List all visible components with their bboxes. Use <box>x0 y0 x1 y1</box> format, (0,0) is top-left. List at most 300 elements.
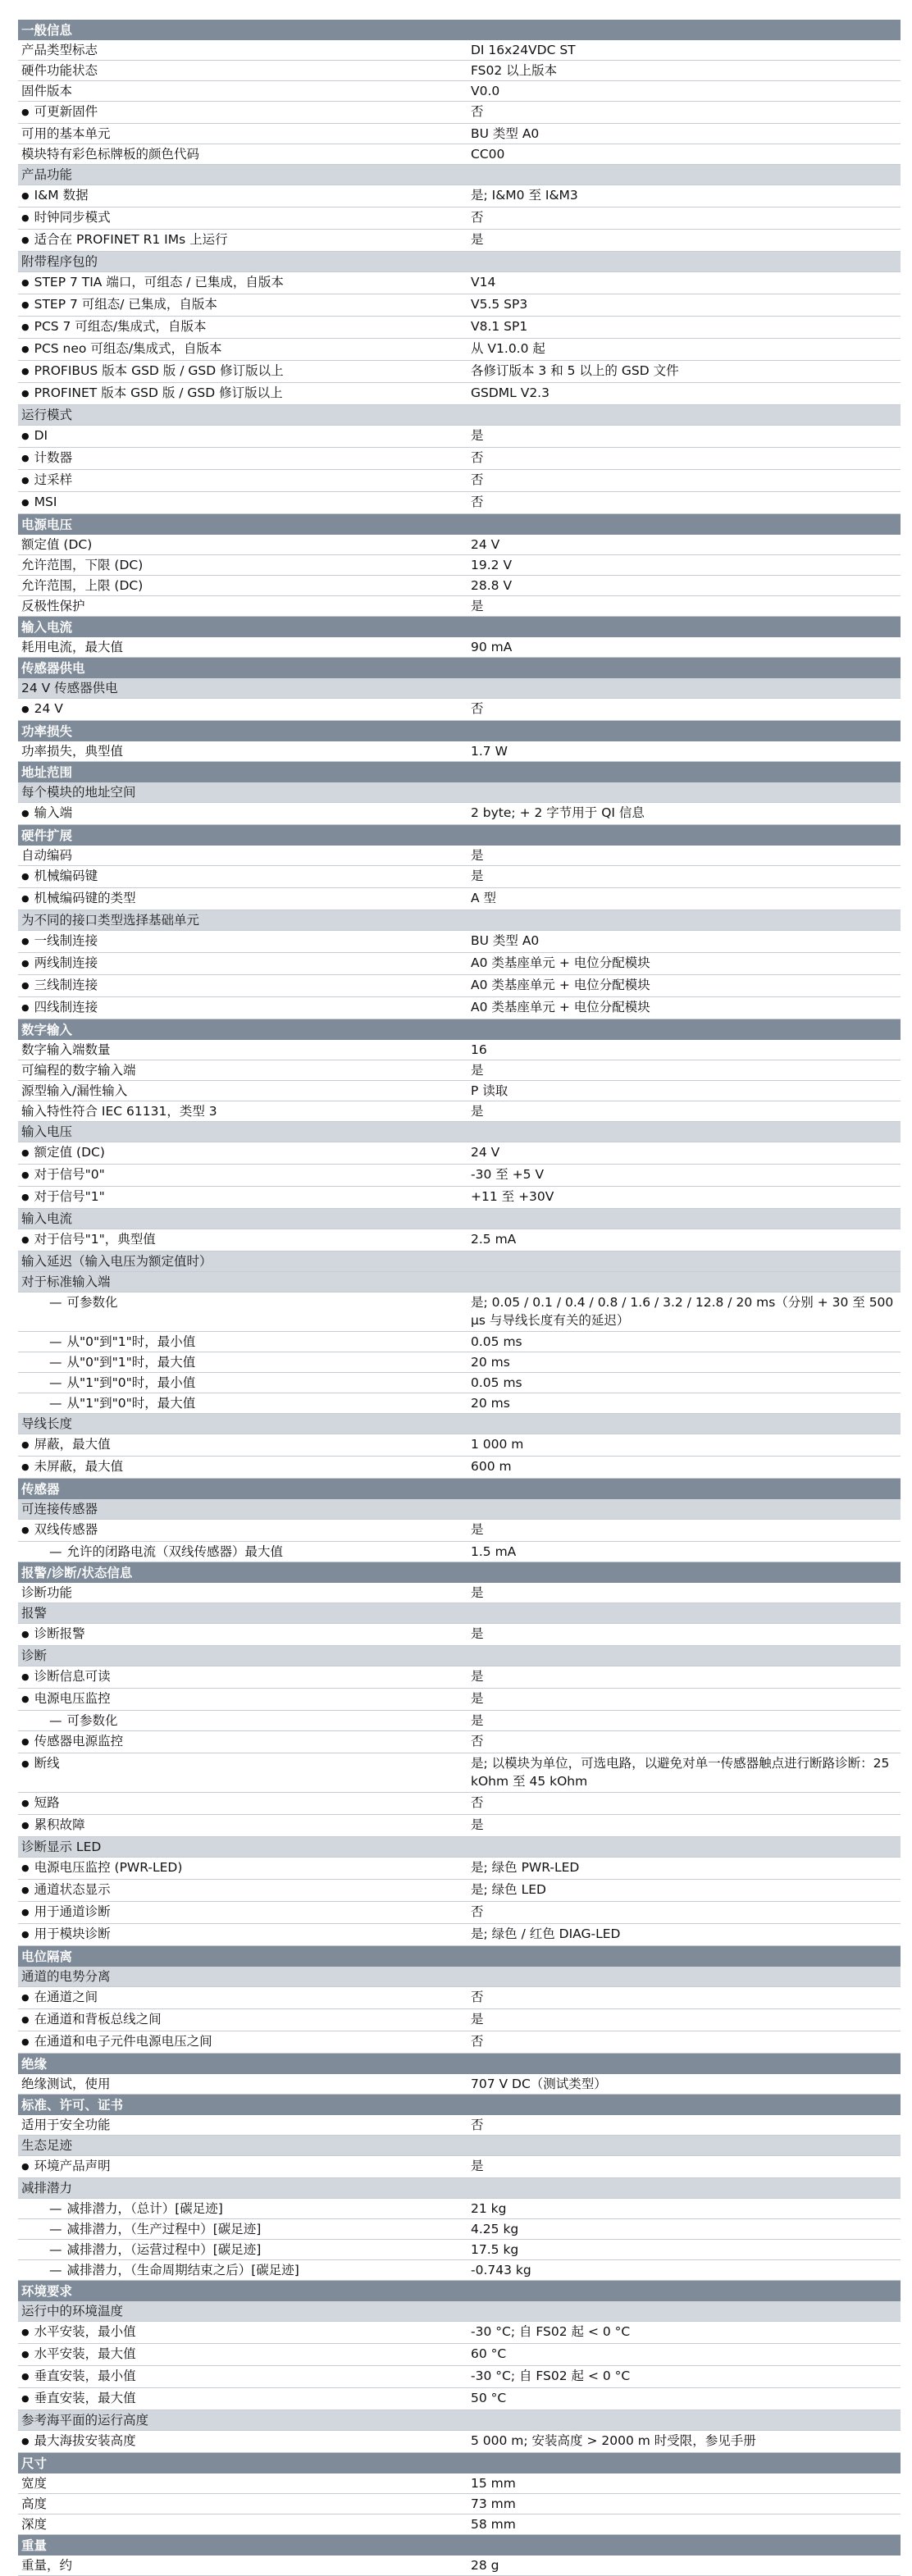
section-title: 硬件扩展 <box>21 828 73 843</box>
spec-value: 是 <box>471 1817 484 1832</box>
section-header <box>18 825 901 846</box>
spec-row <box>18 317 901 339</box>
spec-value: 否 <box>471 1904 484 1919</box>
spec-value: 否 <box>471 210 484 225</box>
spec-label: ● PROFIBUS 版本 GSD 版 / GSD 修订版以上 <box>18 361 461 382</box>
section-title: 电源电压 <box>21 517 73 532</box>
subsection-header <box>18 1499 901 1520</box>
spec-value: A 型 <box>471 891 497 905</box>
spec-row <box>18 803 901 825</box>
section-title: 对于标准输入端 <box>21 1274 111 1289</box>
spec-value: -30 °C; 自 FS02 起 < 0 °C <box>471 2324 631 2339</box>
spec-row <box>18 1583 901 1603</box>
spec-label: ● PCS 7 可组态/集成式，自版本 <box>18 317 461 338</box>
spec-row <box>18 2473 901 2494</box>
spec-row <box>18 1711 901 1731</box>
spec-label: 诊断功能 <box>21 1585 73 1600</box>
spec-label: ● STEP 7 可组态/ 已集成，自版本 <box>18 294 461 316</box>
section-title: 附带程序包的 <box>21 254 98 269</box>
spec-row <box>18 2514 901 2535</box>
spec-label: — 从"0"到"1"时，最小值 <box>18 1332 461 1352</box>
spec-row <box>18 2555 901 2576</box>
section-header <box>18 2281 901 2301</box>
spec-label: ● STEP 7 TIA 端口，可组态 / 已集成，自版本 <box>18 272 461 294</box>
section-header <box>18 762 901 782</box>
spec-value: +11 至 +30V <box>471 1189 554 1204</box>
spec-row <box>18 1793 901 1815</box>
section-title: 功率损失 <box>21 724 73 739</box>
section-header <box>18 2054 901 2074</box>
spec-label: 可用的基本单元 <box>21 126 111 141</box>
spec-value: 否 <box>471 1734 484 1748</box>
spec-row <box>18 1434 901 1457</box>
subsection-header <box>18 2301 901 2322</box>
section-title: 环境要求 <box>21 2284 73 2299</box>
spec-value: A0 类基座单元 + 电位分配模块 <box>471 955 650 970</box>
spec-label: 输入特性符合 IEC 61131，类型 3 <box>21 1104 217 1119</box>
subsection-header <box>18 1646 901 1666</box>
section-header <box>18 1946 901 1967</box>
spec-label: — 减排潜力，（运营过程中）[碳足迹] <box>18 2240 461 2259</box>
spec-label: ● 垂直安装，最小值 <box>18 2366 461 2387</box>
spec-row <box>18 102 901 124</box>
spec-value: A0 类基座单元 + 电位分配模块 <box>471 1000 650 1014</box>
subsection-header <box>18 252 901 272</box>
spec-row <box>18 535 901 555</box>
spec-value: V14 <box>471 275 496 290</box>
spec-row <box>18 144 901 165</box>
spec-value: 是; 绿色 / 红色 DIAG-LED <box>471 1926 621 1941</box>
section-title: 一般信息 <box>21 23 73 38</box>
spec-label: ● DI <box>18 426 461 447</box>
spec-value: 是 <box>471 1669 484 1684</box>
spec-row <box>18 699 901 721</box>
section-title: 通道的电势分离 <box>21 1969 111 1984</box>
spec-value: 是 <box>471 428 484 443</box>
spec-label: 模块特有彩色标牌板的颜色代码 <box>21 147 200 162</box>
spec-value: FS02 以上版本 <box>471 63 558 78</box>
spec-row <box>18 2219 901 2240</box>
section-title: 24 V 传感器供电 <box>21 681 118 695</box>
spec-value: 是; 0.05 / 0.1 / 0.4 / 0.8 / 1.6 / 3.2 / 12.8 / 20 ms（分别 + 30 至 500 μs 与导线长度有关的延迟） <box>471 1295 894 1328</box>
spec-label: — 可参数化 <box>18 1711 461 1730</box>
section-title: 传感器供电 <box>21 661 85 676</box>
spec-label: ● 双线传感器 <box>18 1520 461 1541</box>
spec-row <box>18 997 901 1019</box>
spec-row <box>18 1081 901 1101</box>
section-header <box>18 2453 901 2473</box>
section-title: 输入延迟（输入电压为额定值时） <box>21 1254 212 1269</box>
spec-row <box>18 2240 901 2260</box>
section-header <box>18 658 901 678</box>
spec-label: ● 传感器电源监控 <box>18 1731 461 1753</box>
spec-value: 600 m <box>471 1459 512 1474</box>
spec-value: 否 <box>471 1795 484 1810</box>
spec-value: 19.2 V <box>471 558 513 572</box>
section-title: 地址范围 <box>21 765 73 780</box>
section-title: 诊断显示 LED <box>21 1840 102 1854</box>
spec-value: 24 V <box>471 537 500 552</box>
section-title: 运行中的环境温度 <box>21 2304 124 2318</box>
spec-label: 固件版本 <box>21 84 73 98</box>
section-title: 电位隔离 <box>21 1949 73 1964</box>
spec-row <box>18 1520 901 1542</box>
spec-row <box>18 866 901 888</box>
spec-value: -30 至 +5 V <box>471 1167 545 1182</box>
spec-value: GSDML V2.3 <box>471 385 549 400</box>
section-title: 生态足迹 <box>21 2138 73 2153</box>
spec-label: ● 在通道和电子元件电源电压之间 <box>18 2031 461 2053</box>
spec-label: — 减排潜力，（总计）[碳足迹] <box>18 2199 461 2218</box>
spec-value: 否 <box>471 495 484 509</box>
spec-row <box>18 1060 901 1081</box>
spec-label: — 从"0"到"1"时，最大值 <box>18 1352 461 1372</box>
spec-row <box>18 81 901 102</box>
spec-label: ● MSI <box>18 492 461 513</box>
spec-value: 28 g <box>471 2558 499 2573</box>
spec-label: ● 最大海拔安装高度 <box>18 2431 461 2452</box>
spec-row <box>18 1393 901 1414</box>
spec-row <box>18 2031 901 2054</box>
spec-value: 否 <box>471 472 484 487</box>
spec-value: 是 <box>471 1104 484 1119</box>
spec-row <box>18 888 901 910</box>
section-title: 诊断 <box>21 1648 48 1663</box>
section-title: 标准、许可、证书 <box>21 2098 124 2113</box>
spec-label: — 允许的闭路电流（双线传感器）最大值 <box>18 1542 461 1562</box>
subsection-header <box>18 678 901 699</box>
spec-value: 5 000 m; 安装高度 > 2000 m 时受限，参见手册 <box>471 2433 756 2448</box>
spec-value: 0.05 ms <box>471 1334 522 1349</box>
spec-row <box>18 1373 901 1393</box>
spec-row <box>18 1542 901 1562</box>
spec-row <box>18 1858 901 1880</box>
spec-label: 重量，约 <box>21 2558 73 2573</box>
spec-label: ● 环境产品声明 <box>18 2156 461 2177</box>
spec-label: 允许范围，下限 (DC) <box>21 558 144 572</box>
spec-label: 额定值 (DC) <box>21 537 93 552</box>
section-title: 传感器 <box>21 1482 60 1497</box>
spec-row <box>18 1666 901 1689</box>
spec-label: 功率损失，典型值 <box>21 744 124 759</box>
spec-value: 否 <box>471 450 484 465</box>
spec-value: BU 类型 A0 <box>471 933 540 948</box>
spec-row <box>18 1457 901 1479</box>
spec-value: 707 V DC（测试类型） <box>471 2077 607 2091</box>
subsection-header <box>18 1122 901 1142</box>
spec-label: 产品类型标志 <box>21 43 98 57</box>
subsection-header <box>18 405 901 426</box>
spec-row <box>18 741 901 762</box>
section-header <box>18 721 901 741</box>
spec-label: ● 对于信号"1"，典型值 <box>18 1229 461 1251</box>
spec-row <box>18 2344 901 2366</box>
spec-label: ● 断线 <box>18 1753 461 1792</box>
spec-table <box>18 20 901 2576</box>
spec-row <box>18 846 901 866</box>
spec-value: 60 °C <box>471 2346 507 2361</box>
spec-value: 90 mA <box>471 640 513 654</box>
spec-label: ● 垂直安装，最大值 <box>18 2388 461 2410</box>
spec-label: ● 水平安装，最大值 <box>18 2344 461 2365</box>
section-header <box>18 514 901 535</box>
spec-row <box>18 1332 901 1352</box>
spec-row <box>18 185 901 207</box>
spec-row <box>18 2366 901 2388</box>
spec-value: 各修订版本 3 和 5 以上的 GSD 文件 <box>471 363 679 378</box>
spec-row <box>18 1040 901 1060</box>
spec-row <box>18 230 901 252</box>
spec-value: 是 <box>471 2159 484 2173</box>
spec-value: 是 <box>471 869 484 883</box>
spec-value: V8.1 SP1 <box>471 319 528 334</box>
spec-value: 21 kg <box>471 2201 507 2216</box>
spec-row <box>18 1142 901 1165</box>
section-header <box>18 2535 901 2555</box>
spec-row <box>18 470 901 492</box>
section-header <box>18 1019 901 1040</box>
spec-row <box>18 2074 901 2095</box>
section-title: 导线长度 <box>21 1416 73 1431</box>
spec-value: 2.5 mA <box>471 1232 517 1247</box>
spec-value: BU 类型 A0 <box>471 126 540 141</box>
subsection-header <box>18 910 901 931</box>
spec-value: V0.0 <box>471 84 500 98</box>
spec-row <box>18 2156 901 2178</box>
spec-value: 24 V <box>471 1145 500 1160</box>
spec-row <box>18 2494 901 2514</box>
spec-value: 是 <box>471 2012 484 2027</box>
spec-row <box>18 2009 901 2031</box>
spec-row <box>18 2388 901 2410</box>
spec-row <box>18 426 901 448</box>
subsection-header <box>18 1209 901 1229</box>
spec-row <box>18 1924 901 1946</box>
subsection-header <box>18 1837 901 1858</box>
spec-label: 源型输入/漏性输入 <box>21 1083 128 1098</box>
spec-row <box>18 1815 901 1837</box>
section-title: 可连接传感器 <box>21 1502 98 1516</box>
spec-row <box>18 576 901 596</box>
section-title: 运行模式 <box>21 408 73 422</box>
subsection-header <box>18 2410 901 2431</box>
spec-label: 宽度 <box>21 2476 48 2491</box>
spec-label: ● 水平安装，最小值 <box>18 2322 461 2343</box>
spec-label: ● 过采样 <box>18 470 461 491</box>
spec-label: ● 屏蔽，最大值 <box>18 1434 461 1456</box>
spec-label: 允许范围，上限 (DC) <box>21 578 144 593</box>
subsection-header <box>18 1603 901 1624</box>
spec-value: 是 <box>471 1063 484 1078</box>
spec-value: 20 ms <box>471 1355 510 1370</box>
spec-row <box>18 1352 901 1373</box>
spec-row <box>18 383 901 405</box>
section-header <box>18 20 901 40</box>
section-header <box>18 1562 901 1583</box>
spec-label: ● 24 V <box>18 699 461 720</box>
spec-value: 是 <box>471 1522 484 1537</box>
spec-row <box>18 1689 901 1711</box>
spec-value: 1 000 m <box>471 1437 524 1452</box>
section-title: 绝缘 <box>21 2057 48 2072</box>
spec-value: -30 °C; 自 FS02 起 < 0 °C <box>471 2369 631 2383</box>
spec-label: ● 短路 <box>18 1793 461 1814</box>
spec-value: 1.7 W <box>471 744 508 759</box>
spec-label: — 可参数化 <box>18 1293 461 1331</box>
spec-label: ● 可更新固件 <box>18 102 461 123</box>
spec-value: P 读取 <box>471 1083 508 1098</box>
spec-value: 50 °C <box>471 2391 507 2405</box>
subsection-header <box>18 2136 901 2156</box>
spec-value: V5.5 SP3 <box>471 297 528 312</box>
spec-value: 是; 以模块为单位，可选电路，以避免对单一传感器触点进行断路诊断：25 kOhm 至 45 kOhm <box>471 1756 890 1789</box>
spec-label: — 减排潜力，（生产过程中）[碳足迹] <box>18 2219 461 2239</box>
spec-row <box>18 1902 901 1924</box>
spec-value: -0.743 kg <box>471 2263 531 2277</box>
spec-label: ● 在通道之间 <box>18 1987 461 2008</box>
spec-row <box>18 1880 901 1902</box>
section-title: 输入电流 <box>21 1211 73 1226</box>
spec-label: ● 诊断信息可读 <box>18 1666 461 1688</box>
spec-value: 28.8 V <box>471 578 513 593</box>
spec-value: 0.05 ms <box>471 1375 522 1390</box>
spec-label: — 减排潜力，（生命周期结束之后）[碳足迹] <box>18 2260 461 2280</box>
spec-row <box>18 1101 901 1122</box>
spec-row <box>18 2322 901 2344</box>
spec-row <box>18 40 901 61</box>
spec-label: ● 用于通道诊断 <box>18 1902 461 1923</box>
subsection-header <box>18 1967 901 1987</box>
spec-value: 否 <box>471 1990 484 2004</box>
spec-label: 硬件功能状态 <box>21 63 98 78</box>
spec-label: 自动编码 <box>21 848 73 863</box>
spec-row <box>18 294 901 317</box>
subsection-header <box>18 1252 901 1272</box>
spec-row <box>18 2199 901 2219</box>
spec-row <box>18 1187 901 1209</box>
spec-value: 1.5 mA <box>471 1544 517 1559</box>
section-title: 尺寸 <box>21 2456 48 2471</box>
spec-row <box>18 207 901 230</box>
subsection-header <box>18 1272 901 1293</box>
spec-label: ● 一线制连接 <box>18 931 461 952</box>
spec-row <box>18 2260 901 2281</box>
spec-row <box>18 1753 901 1793</box>
section-title: 产品功能 <box>21 167 73 182</box>
spec-label: ● 机械编码键 <box>18 866 461 887</box>
spec-row <box>18 2431 901 2453</box>
spec-value: 16 <box>471 1042 487 1057</box>
spec-value: 是 <box>471 599 484 613</box>
section-title: 输入电压 <box>21 1124 73 1139</box>
spec-label: — 从"1"到"0"时，最小值 <box>18 1373 461 1393</box>
spec-label: ● 额定值 (DC) <box>18 1142 461 1164</box>
spec-row <box>18 1987 901 2009</box>
spec-row <box>18 975 901 997</box>
spec-label: 数字输入端数量 <box>21 1042 111 1057</box>
section-title: 参考海平面的运行高度 <box>21 2413 149 2428</box>
spec-label: ● PROFINET 版本 GSD 版 / GSD 修订版以上 <box>18 383 461 404</box>
spec-value: 20 ms <box>471 1396 510 1411</box>
spec-value: 73 mm <box>471 2496 516 2511</box>
spec-label: 反极性保护 <box>21 599 85 613</box>
spec-label: ● 对于信号"1" <box>18 1187 461 1208</box>
spec-row <box>18 2115 901 2136</box>
spec-value: 58 mm <box>471 2517 516 2532</box>
section-title: 为不同的接口类型选择基础单元 <box>21 913 200 928</box>
spec-label: ● 三线制连接 <box>18 975 461 996</box>
spec-value: 是; I&M0 至 I&M3 <box>471 188 578 203</box>
spec-label: ● 计数器 <box>18 448 461 469</box>
section-title: 每个模块的地址空间 <box>21 785 136 800</box>
spec-label: ● 四线制连接 <box>18 997 461 1019</box>
spec-value: 是 <box>471 848 484 863</box>
spec-label: 耗用电流，最大值 <box>21 640 124 654</box>
spec-value: 是 <box>471 1585 484 1600</box>
section-title: 输入电流 <box>21 620 73 635</box>
subsection-header <box>18 2178 901 2199</box>
spec-row <box>18 124 901 144</box>
spec-label: ● 诊断报警 <box>18 1624 461 1645</box>
spec-value: 是 <box>471 232 484 247</box>
spec-row <box>18 1165 901 1187</box>
section-header <box>18 2095 901 2115</box>
section-header <box>18 617 901 637</box>
spec-row <box>18 1624 901 1646</box>
spec-row <box>18 448 901 470</box>
section-title: 减排潜力 <box>21 2181 73 2195</box>
subsection-header <box>18 165 901 185</box>
spec-label: 深度 <box>21 2517 48 2532</box>
spec-label: 可编程的数字输入端 <box>21 1063 136 1078</box>
spec-label: ● 未屏蔽，最大值 <box>18 1457 461 1478</box>
spec-value: 是 <box>471 1626 484 1641</box>
spec-label: ● 两线制连接 <box>18 953 461 974</box>
spec-value: 否 <box>471 2118 484 2132</box>
spec-label: ● 适合在 PROFINET R1 IMs 上运行 <box>18 230 461 251</box>
spec-label: 绝缘测试，使用 <box>21 2077 111 2091</box>
section-title: 数字输入 <box>21 1023 73 1037</box>
spec-label: ● 在通道和背板总线之间 <box>18 2009 461 2031</box>
spec-label: — 从"1"到"0"时，最大值 <box>18 1393 461 1413</box>
spec-row <box>18 1731 901 1753</box>
subsection-header <box>18 782 901 803</box>
spec-value: 否 <box>471 2034 484 2049</box>
spec-label: ● 用于模块诊断 <box>18 1924 461 1945</box>
spec-row <box>18 492 901 514</box>
spec-label: ● 通道状态显示 <box>18 1880 461 1901</box>
spec-value: 从 V1.0.0 起 <box>471 341 545 356</box>
spec-label: ● PCS neo 可组态/集成式，自版本 <box>18 339 461 360</box>
spec-label: ● 累积故障 <box>18 1815 461 1836</box>
spec-row <box>18 272 901 294</box>
spec-row <box>18 637 901 658</box>
section-title: 报警/诊断/状态信息 <box>21 1566 133 1580</box>
spec-value: DI 16x24VDC ST <box>471 43 576 57</box>
spec-value: 否 <box>471 701 484 716</box>
spec-value: CC00 <box>471 147 505 162</box>
spec-label: ● I&M 数据 <box>18 185 461 207</box>
spec-value: A0 类基座单元 + 电位分配模块 <box>471 978 650 992</box>
spec-label: 高度 <box>21 2496 48 2511</box>
spec-row <box>18 596 901 617</box>
spec-value: 否 <box>471 104 484 119</box>
spec-label: ● 输入端 <box>18 803 461 824</box>
spec-row <box>18 931 901 953</box>
spec-value: 4.25 kg <box>471 2222 519 2236</box>
spec-label: ● 时钟同步模式 <box>18 207 461 229</box>
spec-label: ● 电源电压监控 <box>18 1689 461 1710</box>
